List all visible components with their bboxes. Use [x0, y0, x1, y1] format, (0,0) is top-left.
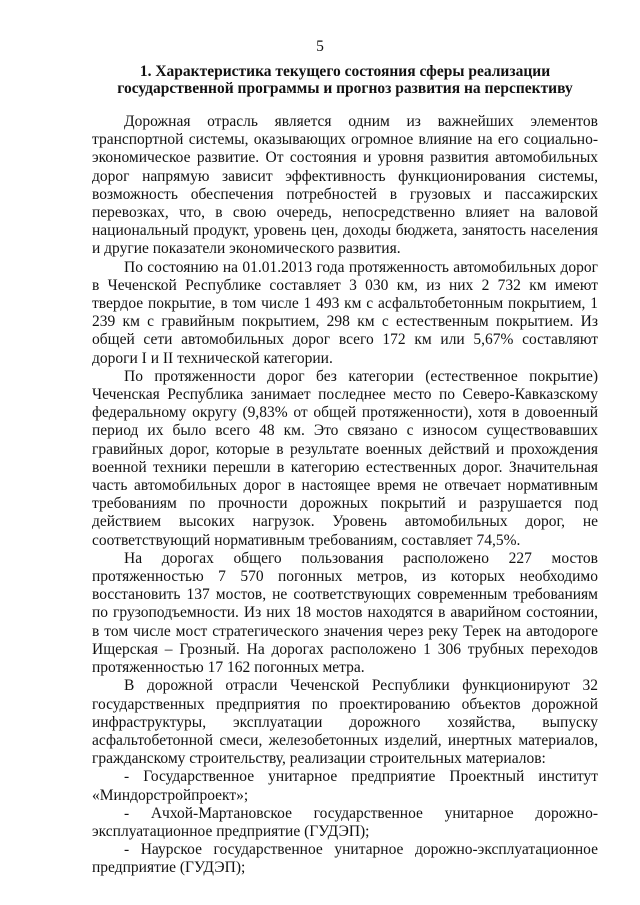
document-body — [92, 113, 598, 878]
page-number: 5 — [316, 38, 324, 55]
paragraph-road-length: По состоянию на 01.01.2013 года протяженность автомобильных дорог в Чеченской Республике составляет 3 030 км, из них 2 732 км имеют твердое покрытие, в том числе 1 493 км с асфальтобетонным покрытием, 1 239 км с гравийным покрытием, 298 км с естественным покрытием. Из общей сети автомобильных дорог всего 172 км или 5,67% составляют дороги I и II технической категории. — [92, 258, 598, 367]
section-heading-line-1: 1. Характеристика текущего состояния сферы реализации — [139, 63, 551, 80]
section-heading-line-2: государственной программы и прогноз развития на перспективу — [117, 80, 573, 97]
list-item: - Ачхой-Мартановское государственное унитарное дорожно-эксплуатационное предприятие (ГУДЭП); — [92, 804, 598, 840]
paragraph-bridges: На дорогах общего пользования расположено 227 мостов протяженностью 7 570 погонных метров, из которых необходимо восстановить 137 мостов, не соответствующих современным требованиям по грузоподъемности. Из них 18 мостов находятся в аварийном состоянии, в том числе мост стратегического значения через реку Терек на автодороге Ищерская – Грозный. На дорогах расположено 1 306 трубных переходов протяженностью 17 162 погонных метра. — [92, 549, 598, 677]
list-item: - Государственное унитарное предприятие Проектный институт «Миндорстройпроект»; — [92, 768, 598, 804]
section-heading — [92, 63, 598, 97]
paragraph-road-industry: Дорожная отрасль является одним из важнейших элементов транспортной системы, оказывающих огромное влияние на его социально-экономическое развитие. От состояния и уровня развития автомобильных дорог напрямую зависит эффективность функционирования системы, возможность обеспечения потребностей в грузовых и пассажирских перевозках, что, в свою очередь, непосредственно влияет на валовой национальный продукт, уровень цен, доходы бюджета, занятость населения и другие показатели экономического развития. — [92, 113, 598, 258]
paragraph-uncategorized-roads: По протяженности дорог без категории (естественное покрытие) Чеченская Республика занимает последнее место по Северо-Кавказскому федеральному округу (9,83% от общей протяженности), хотя в довоенный период их было всего 48 км. Это связано с износом существовавших гравийных дорог, которые в результате военных действий и прохождения военной техники перешли в категорию естественных дорог. Значительная часть автомобильных дорог в настоящее время не отвечает нормативным требованиям по прочности дорожных покрытий и разрушается под действием высоких нагрузок. Уровень автомобильных дорог, не соответствующий нормативным требованиям, составляет 74,5%. — [92, 367, 598, 549]
paragraph-enterprises: В дорожной отрасли Чеченской Республики функционируют 32 государственных предприятия по проектированию объектов дорожной инфраструктуры, эксплуатации дорожного хозяйства, выпуску асфальтобетонной смеси, железобетонных изделий, инертных материалов, гражданскому строительству, реализации строительных материалов: — [92, 677, 598, 768]
list-item: - Наурское государственное унитарное дорожно-эксплуатационное предприятие (ГУДЭП); — [92, 841, 598, 877]
